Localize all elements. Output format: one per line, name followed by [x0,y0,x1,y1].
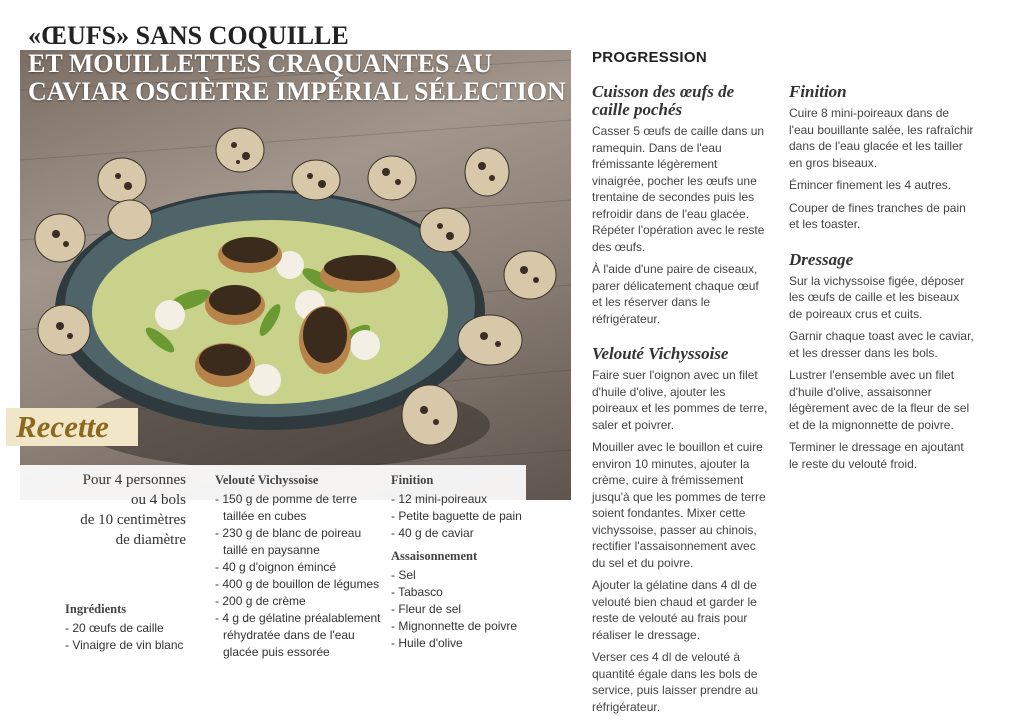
step-body-dressage [789,273,974,473]
ingredient-item: - Petite baguette de pain [391,508,531,525]
ingredient-item: - 40 g de caviar [391,525,531,542]
step-paragraph: Émincer finement les 4 autres. [789,178,952,192]
step-paragraph: Faire suer l'oignon avec un filet d'huile d'olive, ajouter les poireaux et les pommes de terre, saler et poivrer. [592,368,768,432]
finition-ingredients-block [391,472,531,652]
ingredient-item: - Sel [391,567,531,584]
step-title-veloute: Velouté Vichyssoise [592,344,729,363]
progression-column-left [592,83,770,721]
veloute-ingredients-block [215,472,385,661]
step-body-veloute [592,367,770,715]
step-title-finition: Finition [789,82,847,101]
title-line-1: «ŒUFS» SANS COQUILLE [28,21,349,50]
step-paragraph: Couper de fines tranches de pain et les toaster. [789,200,966,231]
step-body-finition [789,105,974,233]
serving-line: ou 4 bols [130,492,186,508]
ingredient-item: - Fleur de sel [391,601,531,618]
serving-line: de 10 centimètres [80,512,186,528]
recipe-title [28,22,588,106]
ingredient-item: - 4 g de gélatine préalablement réhydratée dans de l'eau glacée puis essorée [215,610,385,661]
ingredient-item: - 12 mini-poireaux [391,491,531,508]
finition-heading: Finition [391,473,434,487]
step-paragraph: Lustrer l'ensemble avec un filet d'huile d'olive, assaisonner légèrement avec de la fleur de sel et de la mignonnette de poivre. [789,368,970,432]
ingredient-item: - 150 g de pomme de terre taillée en cubes [215,491,385,525]
veloute-heading: Velouté Vichyssoise [215,473,319,487]
ingredient-item: - Huile d'olive [391,635,531,652]
step-paragraph: Casser 5 œufs de caille dans un ramequin. Dans de l'eau frémissante légèrement vinaigrée, pocher les œufs une trentaine de secondes puis les refroidir dans de l'eau glacée. Répéter l'opération avec le reste des œufs. [592,124,765,254]
step-paragraph: À l'aide d'une paire de ciseaux, parer délicatement chaque œuf et les réserver dans le réfrigérateur. [592,262,759,326]
step-paragraph: Cuire 8 mini-poireaux dans de l'eau bouillante salée, les rafraîchir dans de l'eau glacée et les tailler en gros biseaux. [789,106,974,170]
step-paragraph: Terminer le dressage en ajoutant le reste du velouté froid. [789,440,964,471]
ingredients-heading: Ingrédients [65,602,127,616]
step-title-cuisson: Cuisson des œufs de caille pochés [592,82,735,119]
ingredient-item: - Vinaigre de vin blanc [65,637,205,654]
ingredients-block [65,601,205,654]
ingredient-item: - 20 œufs de caille [65,620,205,637]
title-line-3: CAVIAR OSCIÈTRE IMPÉRIAL SÉLECTION [28,77,566,106]
serving-line: de diamètre [115,532,186,548]
assaisonnement-heading: Assaisonnement [391,549,478,563]
serving-info [48,470,186,550]
ingredient-item: - 200 g de crème [215,593,385,610]
ingredient-item: - 400 g de bouillon de légumes [215,576,385,593]
serving-line: Pour 4 personnes [82,472,186,488]
step-title-dressage: Dressage [789,249,854,269]
step-body-cuisson [592,123,770,327]
step-paragraph: Verser ces 4 dl de velouté à quantité égale dans les bols de service, puis laisser prendre au réfrigérateur. [592,650,759,714]
progression-column-right [789,83,974,478]
recette-tag: Recette [6,408,138,446]
title-line-2: ET MOUILLETTES CRAQUANTES AU [28,49,493,78]
step-paragraph: Mouiller avec le bouillon et cuire environ 10 minutes, ajouter la crème, cuire à frémissement jusqu'à que les pommes de terre soient fondantes. Mixer cette vichyssoise, passer au chinois, rectifier l'assaisonnement avec du sel et du poivre. [592,440,766,570]
ingredient-item: - Tabasco [391,584,531,601]
ingredient-item: - Mignonnette de poivre [391,618,531,635]
step-paragraph: Garnir chaque toast avec le caviar, et les dresser dans les bols. [789,329,974,360]
step-paragraph: Ajouter la gélatine dans 4 dl de velouté bien chaud et garder le reste de velouté au frais pour réaliser le dressage. [592,578,757,642]
step-paragraph: Sur la vichyssoise figée, déposer les œufs de caille et les biseaux de poireaux crus et cuits. [789,273,965,321]
progression-heading: PROGRESSION [592,49,707,66]
ingredient-item: - 230 g de blanc de poireau taillé en paysanne [215,525,385,559]
ingredient-item: - 40 g d'oignon émincé [215,559,385,576]
